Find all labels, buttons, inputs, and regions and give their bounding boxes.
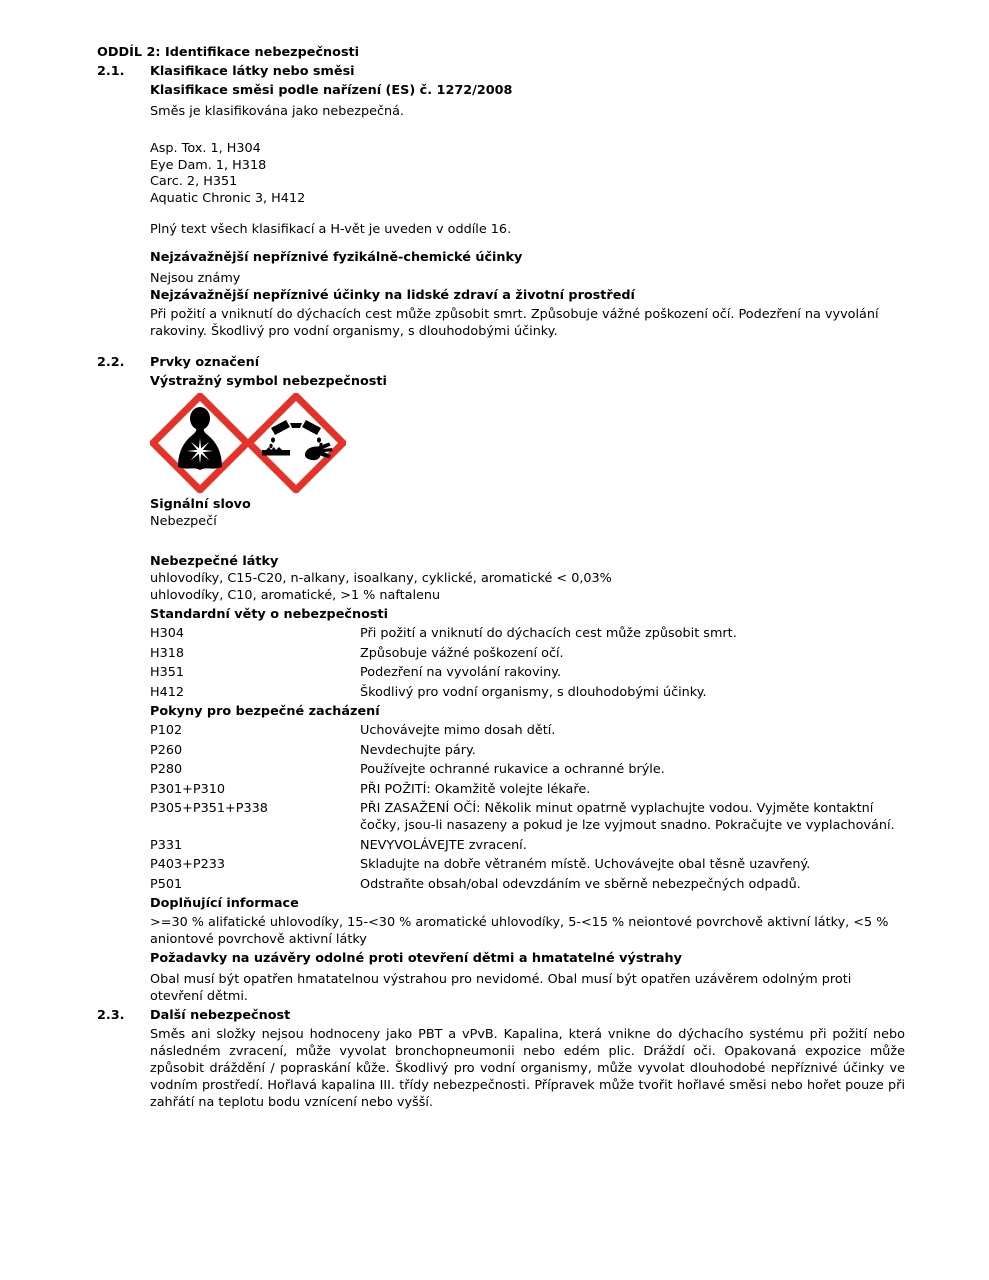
p-statement-row: [150, 856, 905, 873]
p-text: PŘI POŽITÍ: Okamžitě volejte lékaře.: [360, 781, 591, 797]
h-statement-row: [150, 645, 905, 662]
health-env-effects-text: Při požití a vniknutí do dýchacích cest může způsobit smrt. Způsobuje vážné poškození očí. Podezření na vyvolání rakoviny. Škodlivý pro vodní organismy, s dlouhodobými účinky.: [150, 307, 879, 339]
p-code: P301+P310: [150, 781, 226, 797]
p-text: Nevdechujte páry.: [360, 742, 476, 758]
subsection-2-1-title: Klasifikace látky nebo směsi: [150, 64, 355, 79]
p-text: Používejte ochranné rukavice a ochranné brýle.: [360, 762, 665, 777]
p-statement-row: [150, 837, 905, 854]
p-code: P403+P233: [150, 857, 226, 872]
phys-chem-effects-text: Nejsou známy: [150, 271, 241, 286]
p-statement-row: [150, 781, 905, 798]
p-code: P501: [150, 876, 183, 892]
supplementary-info-text: >=30 % alifatické uhlovodíky, 15-<30 % aromatické uhlovodíky, 5-<15 % neiontové povrchově aktivní látky, <5 % aniontové povrchově aktivní látky: [150, 915, 889, 947]
classification-list: [150, 141, 905, 207]
h-text: Škodlivý pro vodní organismy, s dlouhodobými účinky.: [360, 684, 707, 700]
subsection-2-3-content: [150, 1007, 905, 1111]
hazardous-substance-line: uhlovodíky, C10, aromatické, >1 % naftalenu: [150, 588, 441, 603]
subsection-2-2-content: [150, 354, 905, 1005]
section-2-title: ODDÍL 2: Identifikace nebezpečnosti: [97, 45, 360, 60]
h-code: H304: [150, 626, 185, 641]
p-statement-row: [150, 722, 905, 739]
subsection-2-2: [97, 354, 905, 1005]
h-statements-table: [150, 625, 905, 701]
h-statements-heading: Standardní věty o nebezpečnosti: [150, 607, 389, 622]
classification-regulation-heading: Klasifikace směsi podle nařízení (ES) č. 1272/2008: [150, 83, 513, 98]
h-statement-row: [150, 664, 905, 681]
h-statement-row: [150, 684, 905, 701]
phys-chem-effects-heading: Nejzávažnější nepříznivé fyzikálně-chemické účinky: [150, 250, 523, 265]
p-statements-heading: Pokyny pro bezpečné zacházení: [150, 704, 380, 719]
hazardous-substances-heading: Nebezpečné látky: [150, 554, 279, 569]
p-text: Uchovávejte mimo dosah dětí.: [360, 723, 556, 738]
p-statement-row: [150, 800, 905, 834]
subsection-2-1-content: [150, 63, 905, 340]
other-hazards-text: Směs ani složky nejsou hodnoceny jako PBT a vPvB. Kapalina, která vnikne do dýchacího systému při požití nebo následném zvracení, může vyvolat bronchopneumonii nebo edém plic. Dráždí oči. Opakovaná expozice může způsobit dráždění / popraskání kůže. Škodlivý pro vodní organismy, může vyvolat dlouhodobé nepříznivé účinky ve vodním prostředí. Hořlavá kapalina III. třídy nebezpečnosti. Přípravek může tvořit hořlavé směsi nebo hořet pouze při zahřátí na teplotu bodu vznícení nebo vyšší.: [150, 1027, 905, 1110]
p-code: P260: [150, 742, 183, 758]
p-statement-row: [150, 761, 905, 778]
classification-item: Eye Dam. 1, H318: [150, 157, 267, 173]
health-env-effects-heading: Nejzávažnější nepříznivé účinky na lidské zdraví a životní prostředí: [150, 288, 635, 303]
subsection-2-3-title: Další nebezpečnost: [150, 1008, 291, 1023]
h-text: Způsobuje vážné poškození očí.: [360, 645, 564, 661]
closure-requirements-heading: Požadavky na uzávěry odolné proti otevření dětmi a hmatatelné výstrahy: [150, 951, 682, 966]
p-text: Odstraňte obsah/obal odevzdáním ve sběrně nebezpečných odpadů.: [360, 876, 801, 892]
classification-item: Carc. 2, H351: [150, 174, 238, 189]
p-text: Skladujte na dobře větraném místě. Uchovávejte obal těsně uzavřený.: [360, 857, 811, 872]
subsection-2-2-title: Prvky označení: [150, 355, 260, 370]
h-text: Podezření na vyvolání rakoviny.: [360, 665, 562, 680]
classification-item: Aquatic Chronic 3, H412: [150, 190, 306, 206]
ghs08-health-hazard-icon: [150, 393, 250, 493]
p-text: NEVYVOLÁVEJTE zvracení.: [360, 837, 527, 853]
subsection-2-1-number: 2.1.: [97, 64, 125, 79]
pictogram-heading: Výstražný symbol nebezpečnosti: [150, 374, 387, 389]
h-text: Při požití a vniknutí do dýchacích cest může způsobit smrt.: [360, 626, 737, 641]
supplementary-info-heading: Doplňující informace: [150, 896, 299, 911]
h-code: H351: [150, 665, 185, 680]
p-code: P102: [150, 723, 183, 738]
p-statement-row: [150, 876, 905, 893]
ghs05-corrosion-icon: [246, 393, 346, 493]
h-statement-row: [150, 625, 905, 642]
h-code: H412: [150, 684, 185, 700]
hazard-pictograms: [150, 393, 905, 494]
fulltext-note: Plný text všech klasifikací a H-vět je uveden v oddíle 16.: [150, 222, 512, 237]
p-text: PŘI ZASAŽENÍ OČÍ: Několik minut opatrně vyplachujte vodou. Vyjměte kontaktní čočky, jsou-li nasazeny a pokud je lze vyjmout snadno. Pokračujte ve vyplachování.: [360, 801, 895, 833]
closure-requirements-text: Obal musí být opatřen hmatatelnou výstrahou pro nevidomé. Obal musí být opatřen uzávěrem odolným proti otevření dětmi.: [150, 972, 852, 1004]
h-code: H318: [150, 645, 185, 661]
p-code: P305+P351+P338: [150, 801, 268, 816]
p-code: P331: [150, 837, 183, 853]
p-code: P280: [150, 762, 183, 777]
subsection-2-1: [97, 63, 905, 340]
subsection-2-2-number: 2.2.: [97, 355, 125, 370]
signal-word-heading: Signální slovo: [150, 497, 251, 512]
subsection-2-3-number: 2.3.: [97, 1008, 125, 1023]
hazardous-substance-line: uhlovodíky, C15-C20, n-alkany, isoalkany, cyklické, aromatické < 0,03%: [150, 571, 612, 586]
classification-item: Asp. Tox. 1, H304: [150, 141, 261, 156]
signal-word: Nebezpečí: [150, 514, 217, 529]
classification-intro: Směs je klasifikována jako nebezpečná.: [150, 104, 405, 119]
p-statements-table: [150, 722, 905, 893]
subsection-2-3: [97, 1007, 905, 1111]
p-statement-row: [150, 742, 905, 759]
